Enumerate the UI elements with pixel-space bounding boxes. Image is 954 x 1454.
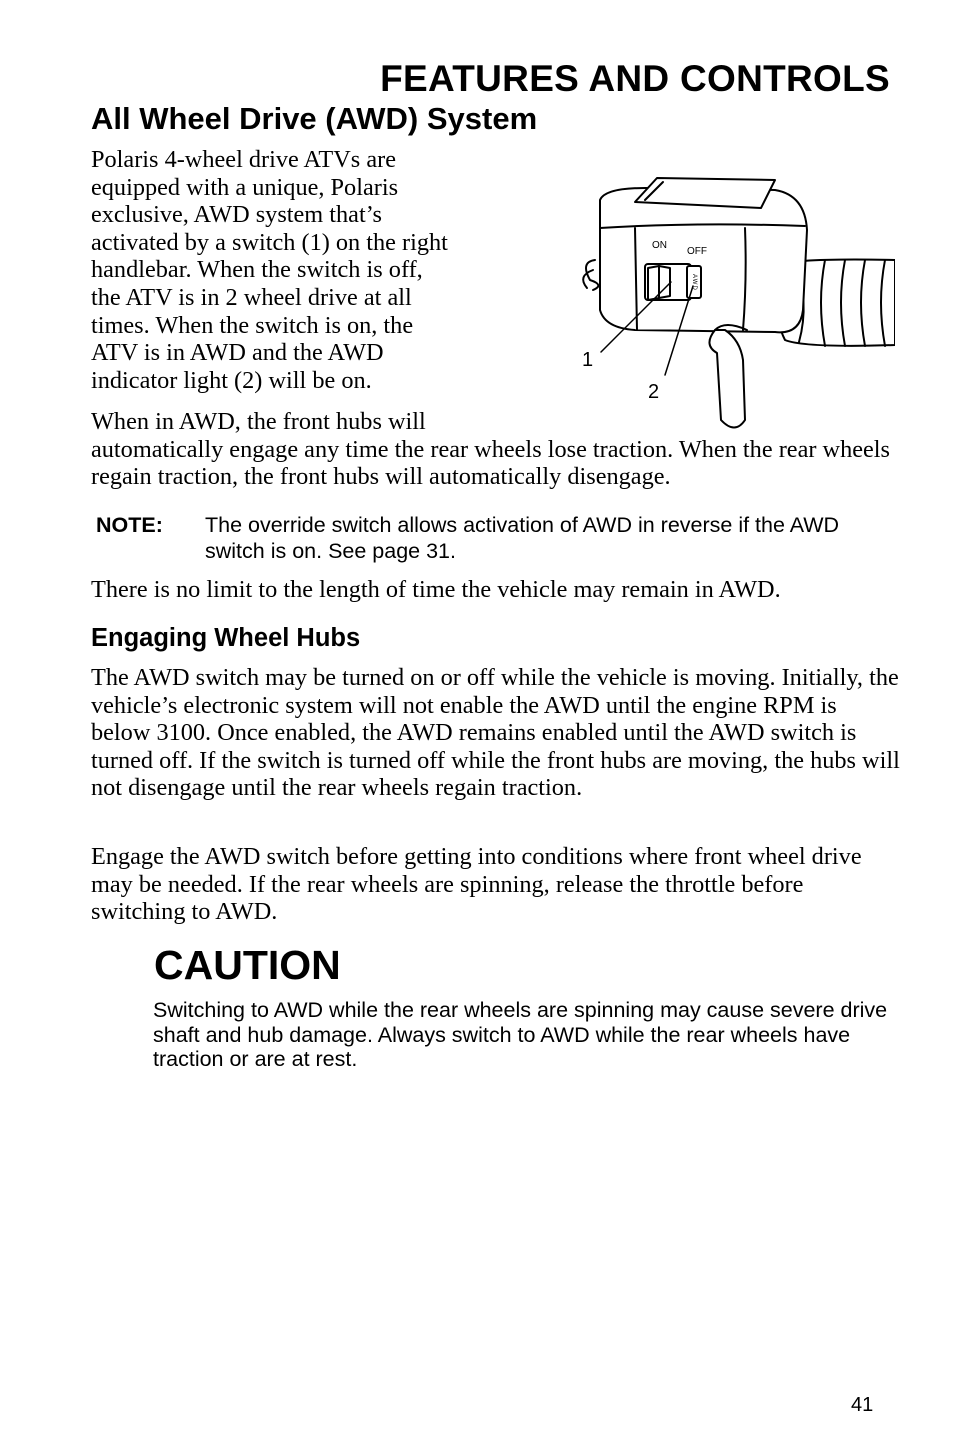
section-title: FEATURES AND CONTROLS [380,58,890,99]
engaging-wheel-hubs-heading: Engaging Wheel Hubs [91,624,361,652]
switch-off-label: OFF [687,246,707,257]
awd-intro-paragraph [91,146,521,394]
intro-line: handlebar. When the switch is off, [91,256,423,284]
engaging-paragraph-2: Engage the AWD switch before getting into conditions where front wheel drive may be needed. If the rear wheels are spinning, release the throttle before switching to AWD. [91,843,862,926]
engaging-paragraph-1: The AWD switch may be turned on or off while the vehicle is moving. Initially, the vehicle’s electronic system will not enable the AWD until the engine RPM is below 3100. Once enabled, the AWD remains enabled until the AWD switch is turned off. If the switch is turned off while the front hubs are moving, the hubs will not disengage until the rear wheels regain traction. [91,664,900,802]
caution-heading: CAUTION [154,942,341,988]
subsection-title: All Wheel Drive (AWD) System [91,101,538,136]
note-label: NOTE: [96,513,163,537]
intro-line: activated by a switch (1) on the right [91,228,448,256]
page-number: 41 [851,1394,874,1416]
intro-line: exclusive, AWD system that’s [91,201,382,229]
intro-line: times. When the switch is on, the [91,311,414,339]
callout-2: 2 [648,381,660,403]
awd-limit-paragraph: There is no limit to the length of time the vehicle may remain in AWD. [91,576,781,603]
intro-line: Polaris 4-wheel drive ATVs are [91,146,396,173]
front-hubs-paragraph [91,408,901,491]
awd-switch-illustration [575,170,895,430]
awd-indicator-label: AWD [691,274,697,291]
intro-line: the ATV is in 2 wheel drive at all [91,283,412,311]
intro-line: equipped with a unique, Polaris [91,173,399,201]
intro-line: indicator light (2) will be on. [91,366,372,394]
caution-text: Switching to AWD while the rear wheels are spinning may cause severe drive shaft and hub damage. Always switch to AWD while the rear wheels have traction or are at rest. [153,998,888,1071]
note-text: The override switch allows activation of AWD in reverse if the AWD switch is on. See page 31. [205,513,840,563]
front-hubs-first-line: When in AWD, the front hubs will [91,408,426,435]
callout-1: 1 [582,349,594,371]
front-hubs-rest: automatically engage any time the rear wheels lose traction. When the rear wheels regain traction, the front hubs will automatically disengage. [91,435,890,491]
switch-on-label: ON [652,240,667,251]
intro-line: ATV is in AWD and the AWD [91,339,384,367]
